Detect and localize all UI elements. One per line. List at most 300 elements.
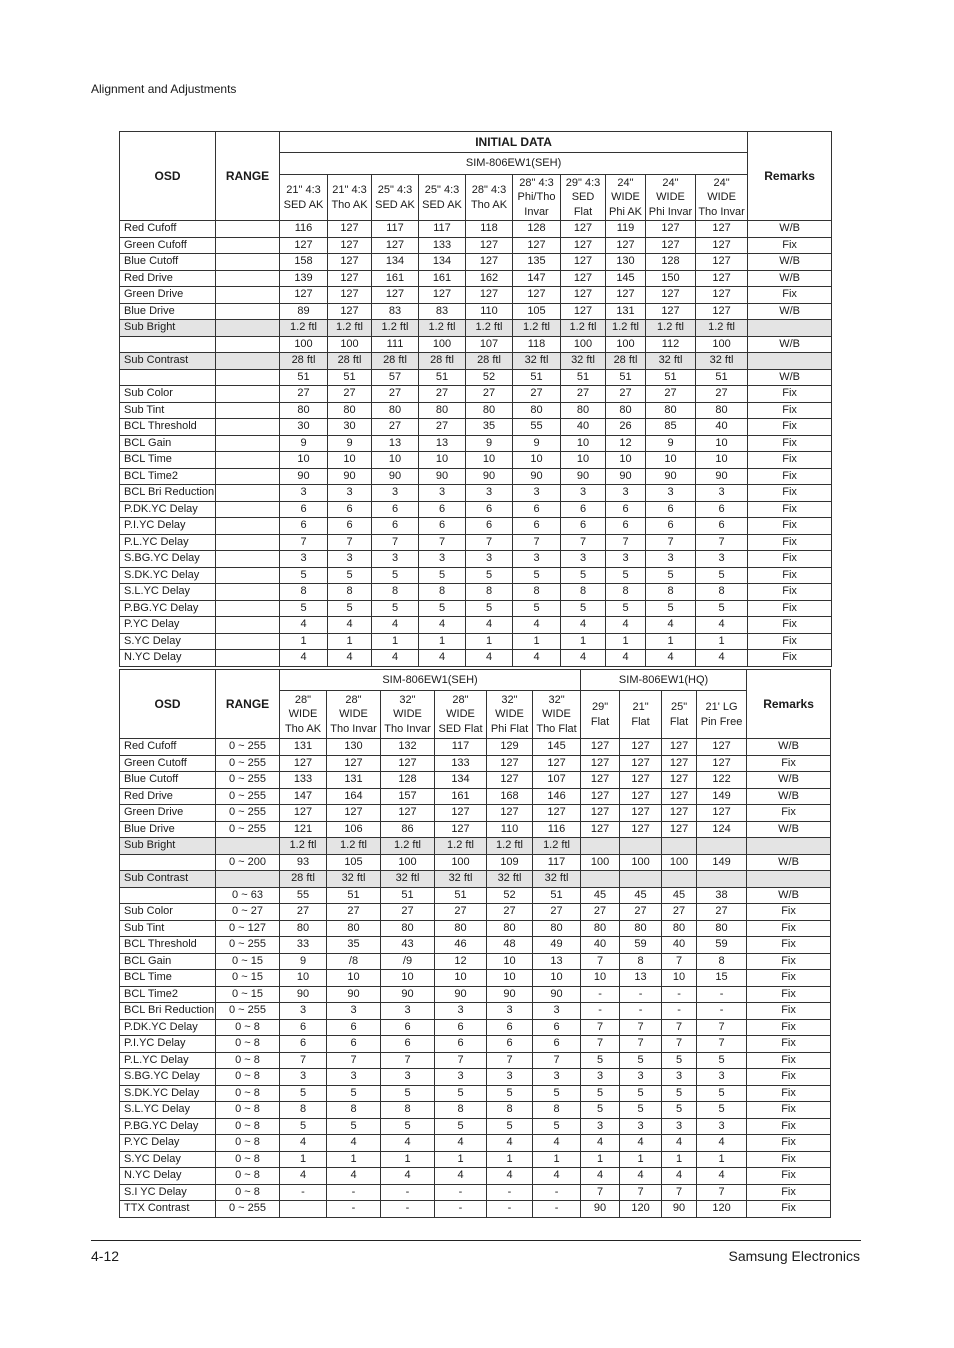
table-cell: 1 <box>280 1151 327 1168</box>
table-row <box>120 1151 831 1168</box>
table-cell: 1 <box>419 633 466 650</box>
table-cell: 5 <box>697 1052 747 1069</box>
column-header <box>581 691 620 739</box>
table-row <box>120 650 832 667</box>
table-cell: 127 <box>435 821 487 838</box>
table-cell: 5 <box>606 567 646 584</box>
table-cell: 127 <box>662 755 697 772</box>
table-cell: 5 <box>327 1085 381 1102</box>
table-cell: 90 <box>533 986 581 1003</box>
row-range: 0 ~ 8 <box>216 1052 280 1069</box>
table-row <box>120 1184 831 1201</box>
footer-company: Samsung Electronics <box>728 1248 860 1264</box>
table-cell: 128 <box>646 254 696 271</box>
table-cell: 168 <box>487 788 533 805</box>
table-cell: 127 <box>513 287 561 304</box>
row-range <box>216 419 280 436</box>
row-range: 0 ~ 8 <box>216 1168 280 1185</box>
table-cell: 8 <box>606 584 646 601</box>
column-header-line: 21" <box>632 701 649 713</box>
table-cell: 127 <box>487 755 533 772</box>
table-cell: 80 <box>381 920 435 937</box>
table-cell: 6 <box>696 518 748 535</box>
table-cell: 51 <box>435 887 487 904</box>
row-range: 0 ~ 8 <box>216 1069 280 1086</box>
table-cell: 30 <box>280 419 328 436</box>
table-cell: 110 <box>487 821 533 838</box>
table-cell: 162 <box>466 270 513 287</box>
table-cell: 5 <box>372 600 419 617</box>
table-cell: - <box>662 986 697 1003</box>
table-cell: 127 <box>327 755 381 772</box>
table-cell: - <box>327 1184 381 1201</box>
table-cell: 5 <box>697 1085 747 1102</box>
table-cell: 7 <box>487 1052 533 1069</box>
table-cell: 35 <box>327 937 381 954</box>
table-cell: 127 <box>696 270 748 287</box>
table-cell: 127 <box>662 805 697 822</box>
column-header-line: 24" <box>713 176 730 189</box>
table-cell: 80 <box>662 920 697 937</box>
row-remark: Fix <box>747 1168 831 1185</box>
row-label: Blue Cutoff <box>120 254 216 271</box>
table-cell: 27 <box>280 386 328 403</box>
table-row <box>120 468 832 485</box>
row-range <box>216 551 280 568</box>
table-cell: 128 <box>381 772 435 789</box>
table-cell: 10 <box>487 970 533 987</box>
table-row <box>120 287 832 304</box>
column-header-line: 28" <box>294 693 312 706</box>
table-row <box>120 402 832 419</box>
table-cell: 3 <box>513 551 561 568</box>
table-cell: 127 <box>328 237 372 254</box>
row-label: BCL Time <box>120 452 216 469</box>
table-cell: 90 <box>419 468 466 485</box>
column-header-line: Tho Invar <box>330 722 377 735</box>
table-cell: 48 <box>487 937 533 954</box>
table-cell: 4 <box>381 1168 435 1185</box>
table-cell: 4 <box>328 650 372 667</box>
row-range: 0 ~ 8 <box>216 1135 280 1152</box>
table-cell: 5 <box>581 1052 620 1069</box>
table-cell: 127 <box>696 221 748 238</box>
table-cell: 131 <box>280 739 327 756</box>
row-remark: W/B <box>748 254 832 271</box>
table-cell: 8 <box>697 953 747 970</box>
row-label: Sub Color <box>120 386 216 403</box>
row-range <box>216 600 280 617</box>
table-cell: 4 <box>533 1135 581 1152</box>
table-cell: 3 <box>372 551 419 568</box>
row-remark: Fix <box>748 452 832 469</box>
page-number: 4-12 <box>91 1248 120 1264</box>
table-cell: 127 <box>662 821 697 838</box>
table-cell: 4 <box>513 617 561 634</box>
table-cell: 6 <box>606 518 646 535</box>
table-cell: 127 <box>646 237 696 254</box>
table-cell: 1.2 ftl <box>280 320 328 337</box>
table-cell: 127 <box>280 237 328 254</box>
row-range <box>216 336 280 353</box>
table-cell: 5 <box>662 1052 697 1069</box>
row-range: 0 ~ 8 <box>216 1019 280 1036</box>
table-row <box>120 551 832 568</box>
table-cell: 49 <box>533 937 581 954</box>
column-header-line: 25" 4:3 <box>377 184 413 196</box>
table-cell: 27 <box>513 386 561 403</box>
row-range <box>216 534 280 551</box>
table-cell: 1 <box>606 633 646 650</box>
table-cell: 6 <box>372 518 419 535</box>
table-cell: - <box>697 986 747 1003</box>
table-cell: 124 <box>697 821 747 838</box>
table-cell: 100 <box>435 854 487 871</box>
table-cell: 7 <box>513 534 561 551</box>
table-cell: 4 <box>280 1135 327 1152</box>
row-remark: Fix <box>748 534 832 551</box>
table-cell: 38 <box>697 887 747 904</box>
table-cell: 27 <box>662 904 697 921</box>
table-cell: 127 <box>646 221 696 238</box>
table-cell: 3 <box>606 485 646 502</box>
table-cell: 4 <box>696 617 748 634</box>
row-label: BCL Time <box>120 970 216 987</box>
table-cell: 3 <box>561 485 606 502</box>
table-cell: 127 <box>646 303 696 320</box>
table-cell: 135 <box>513 254 561 271</box>
row-range <box>216 402 280 419</box>
column-header <box>328 175 372 221</box>
row-label: Blue Cutoff <box>120 772 216 789</box>
table-cell: 85 <box>646 419 696 436</box>
table-row <box>120 1019 831 1036</box>
table-cell: 10 <box>466 452 513 469</box>
table-cell: 4 <box>697 1168 747 1185</box>
table-row <box>120 739 831 756</box>
row-label: TTX Contrast <box>120 1201 216 1218</box>
table-cell: 127 <box>620 821 662 838</box>
table-cell: 4 <box>328 617 372 634</box>
row-remark: Fix <box>747 970 831 987</box>
table-cell: 127 <box>620 739 662 756</box>
table-cell: 27 <box>419 386 466 403</box>
table-cell: 8 <box>327 1102 381 1119</box>
row-remark: Fix <box>747 1184 831 1201</box>
table-cell: 10 <box>327 970 381 987</box>
table-row <box>120 353 832 370</box>
column-header-line: Flat <box>669 715 689 728</box>
table-cell: 6 <box>466 501 513 518</box>
table-cell: 130 <box>606 254 646 271</box>
row-remark: Fix <box>747 1102 831 1119</box>
row-label: Sub Tint <box>120 402 216 419</box>
table-cell: 6 <box>280 501 328 518</box>
column-header-line: 28" 4:3 <box>471 184 507 196</box>
table-cell <box>697 871 747 888</box>
row-remark: Fix <box>748 386 832 403</box>
table-cell: 8 <box>487 1102 533 1119</box>
table-cell: 3 <box>280 1069 327 1086</box>
table-cell: 10 <box>435 970 487 987</box>
row-range: 0 ~ 255 <box>216 788 280 805</box>
column-header-line: 21" 4:3 <box>286 184 321 196</box>
table-cell <box>581 871 620 888</box>
table-cell: 1 <box>435 1151 487 1168</box>
table-cell: 5 <box>696 567 748 584</box>
table-cell: 127 <box>466 237 513 254</box>
row-label: Blue Drive <box>120 303 216 320</box>
table-cell: 7 <box>561 534 606 551</box>
row-range <box>216 270 280 287</box>
table-cell: 7 <box>435 1052 487 1069</box>
row-range <box>216 237 280 254</box>
table-cell: 32 ftl <box>513 353 561 370</box>
table-cell: 5 <box>381 1118 435 1135</box>
table-cell: 6 <box>381 1019 435 1036</box>
row-range <box>216 650 280 667</box>
table-cell: 5 <box>696 600 748 617</box>
table-cell: 3 <box>327 1069 381 1086</box>
table-row <box>120 237 832 254</box>
footer-divider <box>91 1240 861 1241</box>
initial-data-header: INITIAL DATA <box>280 132 748 153</box>
table-cell: 8 <box>372 584 419 601</box>
table-cell: 80 <box>435 920 487 937</box>
table-cell: 127 <box>466 254 513 271</box>
table-cell: 134 <box>435 772 487 789</box>
table-cell: 6 <box>513 501 561 518</box>
table-cell: 27 <box>620 904 662 921</box>
table-cell: 80 <box>419 402 466 419</box>
row-remark: Fix <box>748 468 832 485</box>
table-cell: 28 ftl <box>280 871 327 888</box>
row-range: 0 ~ 15 <box>216 953 280 970</box>
table-cell: 9 <box>328 435 372 452</box>
column-header-line: 28" 4:3 <box>519 176 554 189</box>
table-cell: 4 <box>646 617 696 634</box>
table-cell: 27 <box>435 904 487 921</box>
table-cell: 1 <box>280 633 328 650</box>
table-cell: 127 <box>581 755 620 772</box>
table-cell: 118 <box>466 221 513 238</box>
row-range <box>216 254 280 271</box>
table-cell: 12 <box>435 953 487 970</box>
column-header-line: WIDE <box>707 191 736 204</box>
table-row <box>120 887 831 904</box>
row-label: Red Drive <box>120 788 216 805</box>
table-cell: - <box>381 1184 435 1201</box>
table-cell: 110 <box>466 303 513 320</box>
row-label: Green Drive <box>120 805 216 822</box>
table-cell: 9 <box>466 435 513 452</box>
row-label: Sub Contrast <box>120 353 216 370</box>
table-cell: 8 <box>466 584 513 601</box>
table-cell: /9 <box>381 953 435 970</box>
table-cell: 28 ftl <box>419 353 466 370</box>
table-cell: 6 <box>327 1019 381 1036</box>
table-cell: 10 <box>328 452 372 469</box>
table-cell: 10 <box>561 452 606 469</box>
table-cell: 35 <box>466 419 513 436</box>
row-label: Red Cufoff <box>120 221 216 238</box>
table-cell: 127 <box>581 788 620 805</box>
table-cell: 3 <box>381 1003 435 1020</box>
table-cell: 4 <box>372 617 419 634</box>
table-cell: 4 <box>487 1168 533 1185</box>
table-cell: 5 <box>697 1102 747 1119</box>
table-cell: 32 ftl <box>435 871 487 888</box>
row-remark: Fix <box>747 755 831 772</box>
row-label <box>120 336 216 353</box>
table-cell: 6 <box>280 1019 327 1036</box>
table-cell: 3 <box>561 551 606 568</box>
table-cell: 27 <box>561 386 606 403</box>
row-label: P.YC Delay <box>120 617 216 634</box>
table-cell: 40 <box>581 937 620 954</box>
table-cell: 3 <box>581 1069 620 1086</box>
table-cell: 127 <box>533 805 581 822</box>
table-cell: 127 <box>381 755 435 772</box>
row-remark: Fix <box>748 287 832 304</box>
table-cell: 7 <box>697 1184 747 1201</box>
table-cell: 13 <box>372 435 419 452</box>
table-cell: 7 <box>419 534 466 551</box>
column-header-line: Flat <box>590 715 610 728</box>
table-cell: 139 <box>280 270 328 287</box>
column-header-line: SED AK <box>375 198 415 211</box>
row-label: P.YC Delay <box>120 1135 216 1152</box>
table-cell: 109 <box>487 854 533 871</box>
table-cell: 8 <box>419 584 466 601</box>
table-cell: 7 <box>533 1052 581 1069</box>
row-range <box>216 303 280 320</box>
table-row <box>120 485 832 502</box>
table-cell: 100 <box>561 336 606 353</box>
row-range <box>216 617 280 634</box>
table-cell: 131 <box>327 772 381 789</box>
column-header <box>280 691 327 739</box>
column-header-line: Phi Invar <box>648 205 693 218</box>
table-cell: 127 <box>280 805 327 822</box>
table-cell: - <box>620 986 662 1003</box>
table-cell: 3 <box>372 485 419 502</box>
table-cell: 3 <box>328 485 372 502</box>
row-range: 0 ~ 8 <box>216 1085 280 1102</box>
osd-header: OSD <box>120 132 216 221</box>
table-cell: 1 <box>697 1151 747 1168</box>
table-cell: 127 <box>697 805 747 822</box>
table-cell: 27 <box>419 419 466 436</box>
table-cell: 130 <box>327 739 381 756</box>
row-label: S.DK.YC Delay <box>120 1085 216 1102</box>
table-cell: 5 <box>435 1085 487 1102</box>
table-cell: 55 <box>280 887 327 904</box>
table-cell: 4 <box>620 1168 662 1185</box>
table-cell: 1 <box>696 633 748 650</box>
table-cell: 90 <box>280 468 328 485</box>
column-header <box>513 175 561 221</box>
row-remark: W/B <box>747 788 831 805</box>
table-cell: 33 <box>280 937 327 954</box>
table-cell: 117 <box>419 221 466 238</box>
table-cell: 5 <box>620 1085 662 1102</box>
table-row <box>120 386 832 403</box>
table-cell: 90 <box>513 468 561 485</box>
table-cell: 127 <box>280 755 327 772</box>
table-cell: 100 <box>419 336 466 353</box>
column-header-line: 28" <box>452 693 469 706</box>
table-cell: 3 <box>466 485 513 502</box>
table-cell: 8 <box>280 1102 327 1119</box>
table-cell: 100 <box>696 336 748 353</box>
table-cell: 5 <box>581 1085 620 1102</box>
table-cell: 5 <box>487 1118 533 1135</box>
table-row <box>120 320 832 337</box>
table-cell: 10 <box>381 970 435 987</box>
table-cell: 6 <box>280 1036 327 1053</box>
table-cell <box>662 871 697 888</box>
row-range: 0 ~ 255 <box>216 937 280 954</box>
row-label: P.DK.YC Delay <box>120 1019 216 1036</box>
table-cell: 6 <box>696 501 748 518</box>
table-row <box>120 772 831 789</box>
table-cell: 6 <box>561 501 606 518</box>
row-range <box>216 838 280 855</box>
row-remark: W/B <box>748 336 832 353</box>
column-header <box>620 691 662 739</box>
table-cell <box>662 838 697 855</box>
table-cell: 1.2 ftl <box>327 838 381 855</box>
table-cell: 1 <box>487 1151 533 1168</box>
table-cell: 5 <box>381 1085 435 1102</box>
table-cell: 51 <box>646 369 696 386</box>
table-cell: 32 ftl <box>381 871 435 888</box>
row-range <box>216 518 280 535</box>
table-cell: 7 <box>620 1184 662 1201</box>
row-remark: Fix <box>747 1036 831 1053</box>
column-header-line: 32" <box>501 693 518 706</box>
table-cell: 127 <box>328 303 372 320</box>
table-cell <box>697 838 747 855</box>
row-range: 0 ~ 255 <box>216 805 280 822</box>
table-cell: 27 <box>487 904 533 921</box>
row-label: S.L.YC Delay <box>120 584 216 601</box>
table-cell: - <box>581 986 620 1003</box>
row-remark: Fix <box>747 1052 831 1069</box>
table-cell: 6 <box>606 501 646 518</box>
table-cell: 1.2 ftl <box>419 320 466 337</box>
table-cell: 4 <box>280 650 328 667</box>
table-cell: 51 <box>280 369 328 386</box>
table-cell: 5 <box>280 600 328 617</box>
table-cell: 83 <box>372 303 419 320</box>
table-cell: 5 <box>466 567 513 584</box>
row-label: BCL Gain <box>120 435 216 452</box>
row-label: BCL Bri Reduction <box>120 1003 216 1020</box>
row-remark: Fix <box>747 1085 831 1102</box>
table-cell: 6 <box>327 1036 381 1053</box>
column-header-line: 29" 4:3 <box>565 176 601 189</box>
table-cell: 1 <box>372 633 419 650</box>
table-cell: 6 <box>466 518 513 535</box>
table-cell: 3 <box>280 1003 327 1020</box>
table-cell: - <box>487 1184 533 1201</box>
table-cell: 32 ftl <box>561 353 606 370</box>
row-range: 0 ~ 255 <box>216 1201 280 1218</box>
table-cell: 128 <box>513 221 561 238</box>
row-remark: Fix <box>747 1135 831 1152</box>
